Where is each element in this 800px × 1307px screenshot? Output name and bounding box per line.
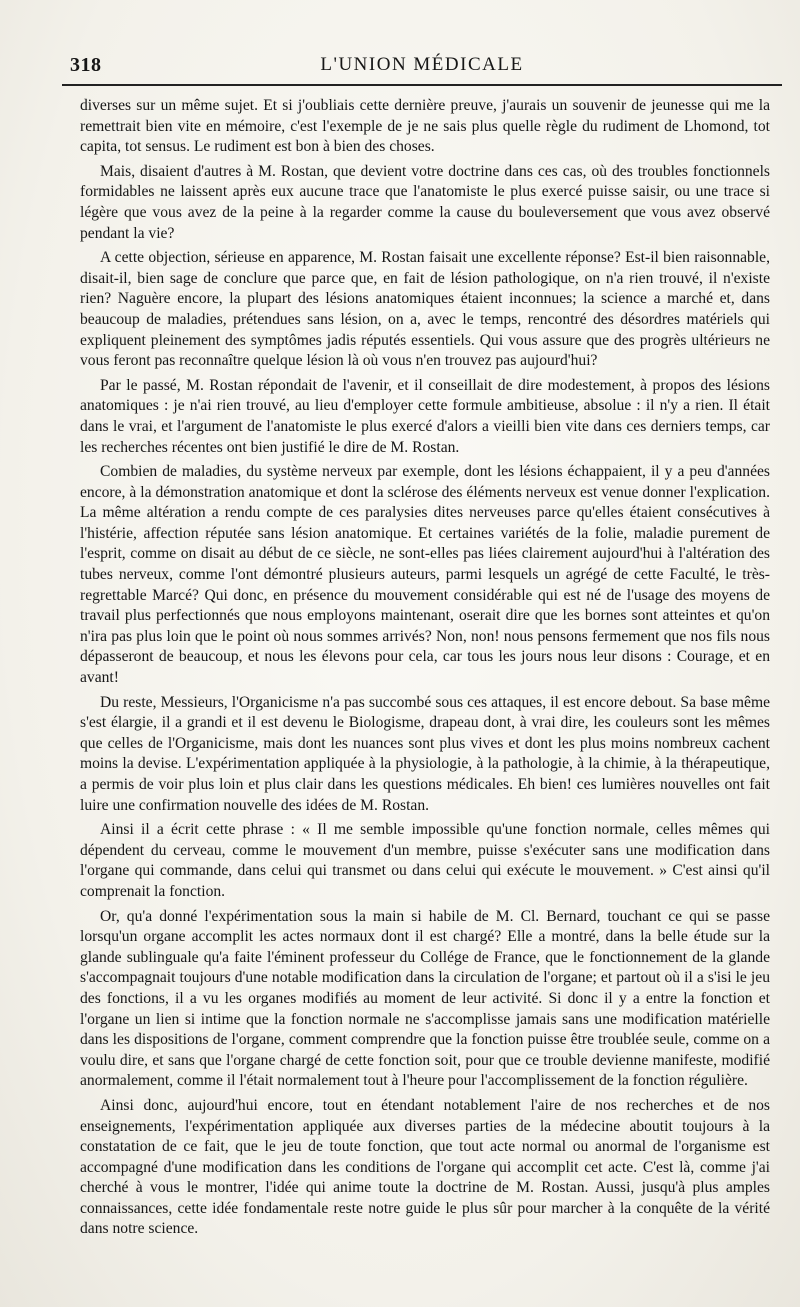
paragraph: diverses sur un même sujet. Et si j'oubliais cette dernière preuve, j'aurais un souvenir de jeunesse qui me la remettrait bien vite en mémoire, c'est l'exemple de je ne sais plus quelle règle du rudiment de Lhomond, tot capita, tot sensus. Le rudiment est bon à bien des choses. [80, 97, 770, 156]
paragraph: Du reste, Messieurs, l'Organicisme n'a pas succombé sous ces attaques, il est encore debout. Sa base même s'est élargie, il a grandi et il est devenu le Biologisme, drapeau dont, à vrai dire, les couleurs sont les mêmes que celles de l'Organicisme, mais dont les nuances sont plus vives et dont les plus moins nombreux cachent moins la devise. L'expérimentation appliquée à la physiologie, à la pathologie, à la chimie, à la thérapeutique, a permis de voir plus loin et plus clair dans les questions médicales. Eh bien! ces lumières nouvelles ont fait luire une confirmation nouvelle des idées de M. Rostan. [80, 693, 770, 814]
paragraph: Or, qu'a donné l'expérimentation sous la main si habile de M. Cl. Bernard, touchant ce qui se passe lorsqu'un organe accomplit les actes normaux dont il est chargé? Elle a montré, dans la belle étude sur la glande sublinguale qu'a faite l'éminent professeur du Collége de France, que le fonctionnement de la glande s'accompagnait toujours d'une notable modification dans la circulation de l'organe; et partout où il a s'isi le jeu des fonctions, il a vu les organes modifiés au moment de leur activité. Si donc il y a entre la fonction et l'organe un lien si intime que la fonction normale ne s'accomplisse jamais sans une modification matérielle dans les dispositions de l'organe, comment comprendre que la fonction puisse être troublée seule, comme on a voulu dire, et sans que l'organe chargé de cette fonction soit, pour que ce trouble devienne manifeste, modifié anormalement, comme il l'était normalement tout à l'heure pour l'accomplissement de la fonction régulière. [80, 907, 770, 1090]
paragraph: A cette objection, sérieuse en apparence, M. Rostan faisait une excellente réponse? Est-il bien raisonnable, disait-il, bien sage de conclure que parce que, en fait de lésion pathologique, on n'a rien trouvé, il n'existe rien? Naguère encore, la plupart des lésions anatomiques étaient inconnues; la science a marché et, dans beaucoup de maladies, prétendues sans lésion, on a, avec le temps, rencontré des désordres matériels qui expliquent pleinement des symptômes jadis réputés essentiels. Qui vous assure que des progrès ultérieurs ne vous feront pas reconnaître quelque lésion là où vous n'en trouvez pas aujourd'hui? [80, 249, 770, 370]
page-header [62, 50, 782, 86]
running-title: L'UNION MÉDICALE [320, 54, 524, 75]
body-text [80, 96, 770, 1244]
paragraph: Ainsi donc, aujourd'hui encore, tout en étendant notablement l'aire de nos recherches et de nos enseignements, l'expérimentation appliquée aux diverses parties de la médecine aboutit toujours à la constatation de ce fait, que le jeu de toute fonction, que tout acte normal ou anormal de l'organisme est accompagné d'une modification dans les conditions de l'organe qui accomplit cet acte. C'est là, comme j'ai cherché à vous le montrer, l'idée qui anime toute la doctrine de M. Rostan. Aussi, jusqu'à plus amples connaissances, cette idée fondamentale reste notre guide le plus sûr pour marcher à la conquête de la vérité dans notre science. [80, 1096, 770, 1238]
page-number: 318 [70, 54, 102, 76]
paragraph: Par le passé, M. Rostan répondait de l'avenir, et il conseillait de dire modestement, à propos des lésions anatomiques : je n'ai rien trouvé, au lieu d'employer cette formule ambitieuse, absolue : il n'y a rien. Il était dans le vrai, et l'argument de l'anatomiste le plus exercé d'alors a vieilli bien vite dans ces derniers temps, car les recherches récentes ont bien justifié le dire de M. Rostan. [80, 376, 770, 456]
paragraph: Ainsi il a écrit cette phrase : « Il me semble impossible qu'une fonction normale, celles mêmes qui dépendent du cerveau, comme le mouvement d'un membre, puisse s'exécuter sans une modification dans l'organe qui commande, dans celui qui transmet ou dans celui qui exécute le mouvement. » C'est ainsi qu'il comprenait la fonction. [80, 821, 770, 900]
paragraph: Combien de maladies, du système nerveux par exemple, dont les lésions échappaient, il y a peu d'années encore, à la démonstration anatomique et dont la sclérose des éléments nerveux est venue donner l'explication. La même altération a rendu compte de ces paralysies dites nerveuses parce qu'elles étaient consécutives à l'histérie, affection réputée sans lésion anatomique. Et certaines variétés de la folie, maladie purement de l'esprit, comme on disait au début de ce siècle, ne sont-elles pas liées clairement aujourd'hui à l'altération des tubes nerveux, comme l'ont démontré plusieurs auteurs, parmi lesquels un agrégé de cette Faculté, le très-regrettable Marcé? Qui donc, en présence du mouvement considérable qui est né de l'usage des moyens de travail plus perfectionnés que nous employons maintenant, oserait dire que les bornes sont atteintes et qu'on n'ira pas plus loin que le point où nous sommes arrivés? Non, non! nous pensons fermement que nos fils nous dépasseront de beaucoup, et nous les élevons pour cela, car tous les jours nous leur disons : Courage, et en avant! [80, 463, 770, 687]
paragraph: Mais, disaient d'autres à M. Rostan, que devient votre doctrine dans ces cas, où des troubles fonctionnels formidables ne laissent après eux aucune trace que l'anatomiste le plus exercé puisse saisir, ou une trace si légère que vous avez de la peine à la regarder comme la cause du bouleversement que vous avez observé pendant la vie? [80, 162, 770, 242]
